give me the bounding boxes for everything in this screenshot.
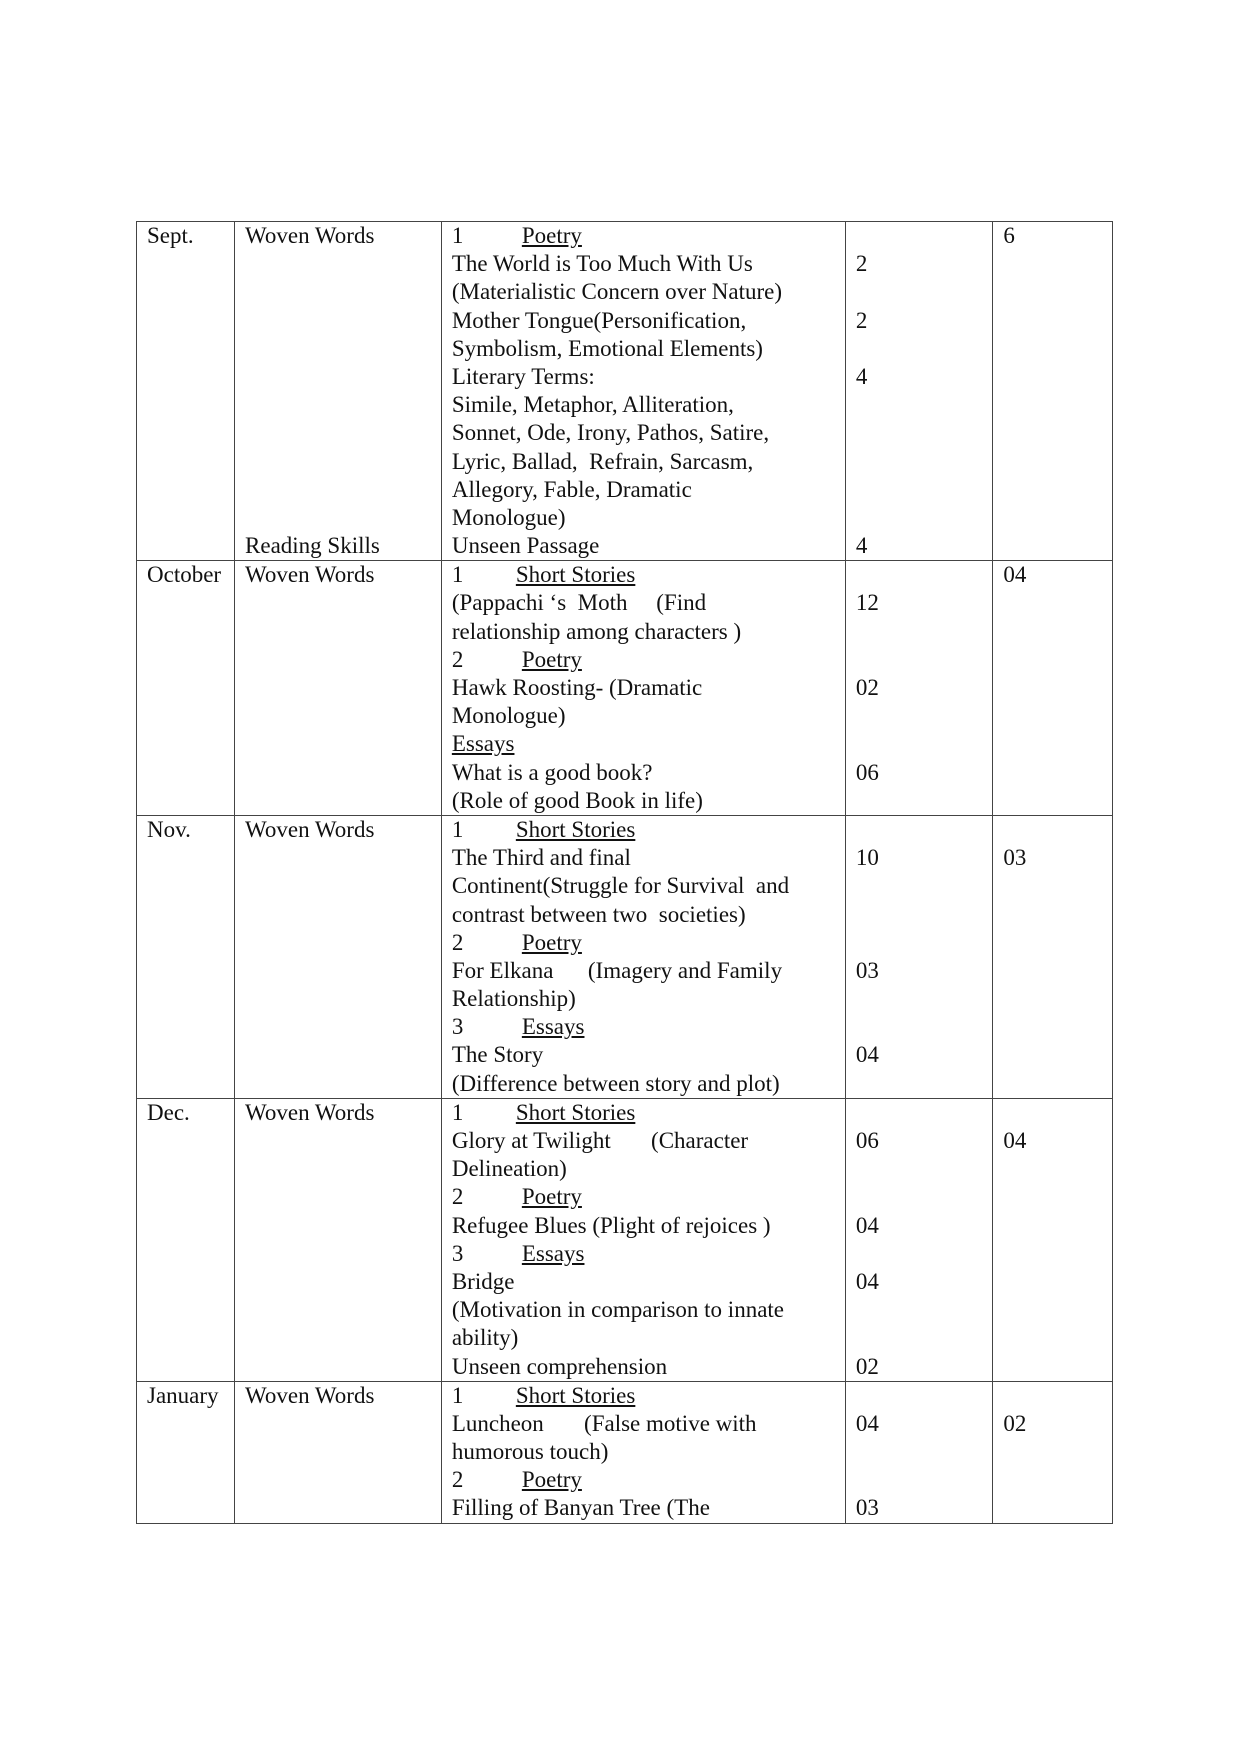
section-number: 2 <box>451 1467 464 1493</box>
content-text: For Elkana (Imagery and Family <box>451 957 783 983</box>
content-line <box>452 278 845 306</box>
content-text: Essays <box>451 731 515 757</box>
periods-value <box>856 391 993 419</box>
section-title: Poetry <box>521 1184 582 1210</box>
content-line <box>452 504 845 532</box>
total-value: 03 <box>1003 845 1027 871</box>
content-line <box>452 985 845 1013</box>
total-cell <box>993 561 1113 816</box>
book-line <box>245 363 441 391</box>
book-line <box>245 278 441 306</box>
periods-value <box>856 1240 993 1268</box>
month-label: January <box>147 1382 219 1408</box>
month-label: Nov. <box>147 816 191 842</box>
section-heading <box>452 1013 845 1041</box>
periods-value <box>856 222 993 250</box>
content-line <box>452 1127 845 1155</box>
total-value <box>1003 1099 1112 1127</box>
periods-value <box>856 335 993 363</box>
periods-value <box>856 872 993 900</box>
section-number: 1 <box>451 1099 464 1125</box>
month-cell <box>137 222 235 561</box>
periods-value <box>856 1013 993 1041</box>
section-number: 3 <box>451 1014 464 1040</box>
content-line <box>452 307 845 335</box>
total-value <box>1003 816 1112 844</box>
section-number: 2 <box>451 1184 464 1210</box>
book-line <box>245 419 441 447</box>
periods-cell <box>845 1381 993 1523</box>
book-line: Woven Words <box>245 816 375 842</box>
content-line <box>452 1324 845 1352</box>
section-title: Poetry <box>521 929 582 955</box>
periods-value <box>856 1324 993 1352</box>
section-number: 3 <box>451 1240 464 1266</box>
periods-value <box>856 1155 993 1183</box>
periods-value <box>856 787 993 815</box>
book-line <box>245 476 441 504</box>
book-line: Woven Words <box>245 1382 375 1408</box>
syllabus-table-body <box>137 222 1113 1524</box>
periods-cell <box>845 1098 993 1381</box>
periods-cell <box>845 561 993 816</box>
section-number: 1 <box>451 816 464 842</box>
section-heading <box>452 1099 845 1127</box>
book-cell <box>235 815 442 1098</box>
periods-value <box>856 504 993 532</box>
book-line <box>245 250 441 278</box>
periods-value <box>856 618 993 646</box>
month-label: Sept. <box>147 223 194 248</box>
section-number: 2 <box>451 646 464 672</box>
section-heading <box>452 222 845 250</box>
content-line <box>452 335 845 363</box>
content-line <box>452 702 845 730</box>
content-text: Bridge <box>451 1268 515 1294</box>
content-text: Simile, Metaphor, Alliteration, <box>451 392 734 418</box>
total-value <box>1003 1382 1112 1410</box>
content-line <box>452 844 845 872</box>
periods-value <box>856 1183 993 1211</box>
total-value: 04 <box>1003 562 1027 588</box>
table-row <box>137 561 1113 816</box>
total-cell <box>993 1098 1113 1381</box>
content-cell <box>441 815 845 1098</box>
periods-value <box>856 1466 993 1494</box>
month-cell <box>137 815 235 1098</box>
periods-value: 03 <box>855 1495 879 1521</box>
book-line <box>245 307 441 335</box>
periods-value <box>856 730 993 758</box>
periods-value <box>856 278 993 306</box>
content-text: Sonnet, Ode, Irony, Pathos, Satire, <box>451 420 770 446</box>
month-cell <box>137 1381 235 1523</box>
content-text: Unseen Passage <box>451 533 600 559</box>
section-title: Short Stories <box>515 562 636 588</box>
content-line <box>452 532 845 560</box>
table-row <box>137 222 1113 561</box>
periods-value: 4 <box>855 533 868 559</box>
content-text: relationship among characters ) <box>451 618 742 644</box>
book-line <box>245 448 441 476</box>
content-line <box>452 674 845 702</box>
book-cell <box>235 561 442 816</box>
periods-value <box>856 448 993 476</box>
section-heading <box>452 561 845 589</box>
periods-value: 02 <box>855 1353 879 1379</box>
periods-value: 03 <box>855 957 879 983</box>
periods-value: 06 <box>855 1128 879 1153</box>
content-text: The Third and final <box>451 845 631 871</box>
content-line <box>452 957 845 985</box>
periods-value <box>856 476 993 504</box>
content-text: (Pappachi ‘s Moth (Find <box>451 590 707 616</box>
content-line <box>452 1268 845 1296</box>
content-line <box>452 1212 845 1240</box>
total-value: 02 <box>1003 1410 1027 1436</box>
section-heading <box>452 1240 845 1268</box>
periods-value <box>856 985 993 1013</box>
content-line <box>452 448 845 476</box>
book-line <box>245 335 441 363</box>
content-line <box>452 787 845 815</box>
content-text: Luncheon (False motive with <box>451 1410 757 1436</box>
periods-value <box>856 901 993 929</box>
periods-value <box>856 702 993 730</box>
month-cell <box>137 1098 235 1381</box>
periods-value: 4 <box>855 363 868 389</box>
content-line <box>452 872 845 900</box>
total-cell <box>993 222 1113 561</box>
content-line <box>452 1155 845 1183</box>
table-row <box>137 1381 1113 1523</box>
content-text: humorous touch) <box>451 1439 609 1465</box>
total-value: 6 <box>1003 223 1015 248</box>
section-number: 1 <box>451 562 464 588</box>
syllabus-table <box>136 221 1113 1524</box>
section-heading <box>452 929 845 957</box>
content-line <box>452 759 845 787</box>
content-text: (Materialistic Concern over Nature) <box>451 279 783 305</box>
periods-value <box>856 929 993 957</box>
content-text: Glory at Twilight (Character <box>451 1128 749 1153</box>
content-text: The World is Too Much With Us <box>451 251 753 277</box>
content-text: contrast between two societies) <box>451 901 746 927</box>
total-cell <box>993 815 1113 1098</box>
content-line <box>452 1410 845 1438</box>
content-line <box>452 618 845 646</box>
periods-cell <box>845 222 993 561</box>
section-title: Short Stories <box>515 1382 636 1408</box>
table-row <box>137 1098 1113 1381</box>
periods-value <box>856 1070 993 1098</box>
content-text: Delineation) <box>451 1156 567 1182</box>
section-number: 1 <box>451 1382 464 1408</box>
book-cell <box>235 1098 442 1381</box>
section-heading <box>452 1382 845 1410</box>
section-title: Short Stories <box>515 816 636 842</box>
content-text: Symbolism, Emotional Elements) <box>451 335 763 361</box>
content-cell <box>441 1381 845 1523</box>
book-line <box>245 504 441 532</box>
periods-value <box>856 1382 993 1410</box>
content-text: (Role of good Book in life) <box>451 787 703 813</box>
periods-value: 2 <box>855 251 868 277</box>
content-line <box>452 589 845 617</box>
content-line <box>452 391 845 419</box>
section-number: 1 <box>451 223 464 248</box>
content-line <box>452 1494 845 1522</box>
periods-value <box>856 1438 993 1466</box>
periods-value: 04 <box>855 1212 879 1238</box>
periods-value: 12 <box>855 590 879 616</box>
periods-value: 02 <box>855 675 879 700</box>
periods-value: 10 <box>855 845 879 871</box>
periods-value <box>856 816 993 844</box>
periods-value: 04 <box>855 1410 879 1436</box>
table-row <box>137 815 1113 1098</box>
section-title: Poetry <box>521 223 582 248</box>
content-text: (Difference between story and plot) <box>451 1070 780 1096</box>
content-text: Continent(Struggle for Survival and <box>451 873 790 899</box>
month-label: Dec. <box>147 1099 190 1125</box>
total-value: 04 <box>1003 1128 1027 1153</box>
section-title: Short Stories <box>515 1099 636 1125</box>
book-cell <box>235 222 442 561</box>
section-title: Essays <box>521 1240 585 1266</box>
periods-value: 2 <box>855 307 868 333</box>
book-line: Woven Words <box>245 562 375 588</box>
book-line: Woven Words <box>245 1099 375 1125</box>
content-text: Refugee Blues (Plight of rejoices ) <box>451 1212 771 1238</box>
content-text: Filling of Banyan Tree (The <box>451 1495 710 1521</box>
content-text: The Story <box>451 1042 544 1068</box>
content-line <box>452 1296 845 1324</box>
content-text: Hawk Roosting- (Dramatic <box>451 675 703 700</box>
content-text: What is a good book? <box>451 759 653 785</box>
periods-value <box>856 1296 993 1324</box>
content-text: Literary Terms: <box>451 363 595 389</box>
total-cell <box>993 1381 1113 1523</box>
section-heading <box>452 646 845 674</box>
content-text: ability) <box>451 1325 519 1351</box>
book-line <box>245 391 441 419</box>
periods-value: 04 <box>855 1268 879 1294</box>
content-line <box>452 1070 845 1098</box>
content-line <box>452 1041 845 1069</box>
periods-value <box>856 646 993 674</box>
content-cell <box>441 222 845 561</box>
periods-value: 06 <box>855 759 879 785</box>
content-text: Unseen comprehension <box>451 1353 668 1379</box>
content-line <box>452 1353 845 1381</box>
periods-value <box>856 561 993 589</box>
content-text: (Motivation in comparison to innate <box>451 1297 785 1323</box>
periods-cell <box>845 815 993 1098</box>
month-cell <box>137 561 235 816</box>
section-title: Poetry <box>521 1467 582 1493</box>
section-number: 2 <box>451 929 464 955</box>
month-label: October <box>147 562 222 588</box>
content-text: Monologue) <box>451 703 566 729</box>
content-text: Monologue) <box>451 504 566 530</box>
section-title: Poetry <box>521 646 582 672</box>
section-heading <box>452 816 845 844</box>
book-cell <box>235 1381 442 1523</box>
content-line <box>452 1438 845 1466</box>
periods-value <box>856 419 993 447</box>
content-text: Allegory, Fable, Dramatic <box>451 476 692 502</box>
book-line: Reading Skills <box>245 533 380 559</box>
content-line <box>452 363 845 391</box>
periods-value <box>856 1099 993 1127</box>
content-text: Mother Tongue(Personification, <box>451 307 747 333</box>
periods-value: 04 <box>855 1042 879 1068</box>
content-text: Relationship) <box>451 986 576 1012</box>
section-heading <box>452 1183 845 1211</box>
book-line: Woven Words <box>245 223 375 248</box>
content-line <box>452 476 845 504</box>
content-cell <box>441 561 845 816</box>
content-line <box>452 419 845 447</box>
content-text: Lyric, Ballad, Refrain, Sarcasm, <box>451 448 754 474</box>
content-line <box>452 250 845 278</box>
content-line <box>452 730 845 758</box>
section-title: Essays <box>521 1014 585 1040</box>
section-heading <box>452 1466 845 1494</box>
content-cell <box>441 1098 845 1381</box>
content-line <box>452 901 845 929</box>
